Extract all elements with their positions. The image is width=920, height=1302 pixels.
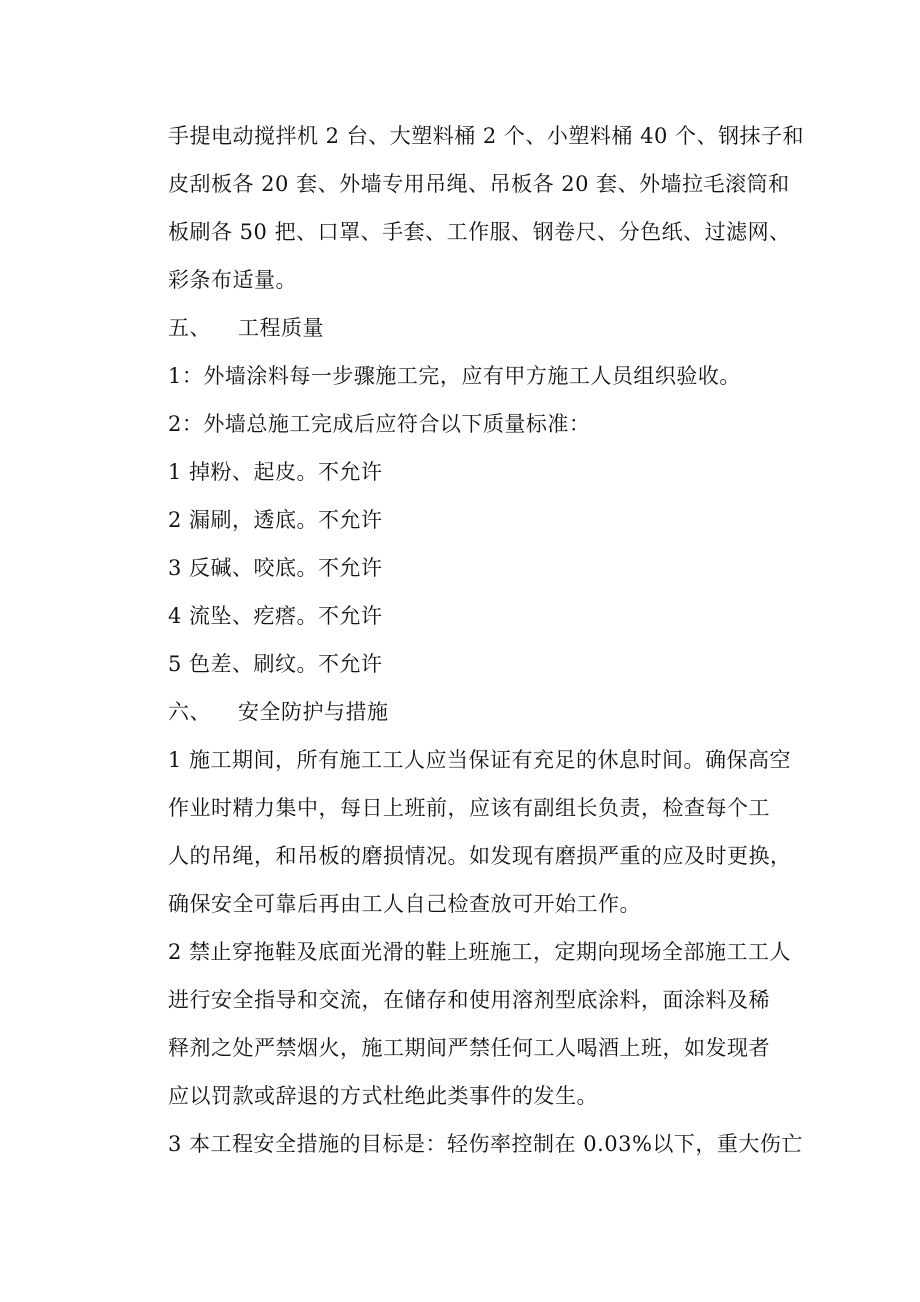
section-number: 六、 (168, 700, 211, 724)
section-heading-6 (168, 698, 808, 726)
section-title: 工程质量 (238, 316, 324, 340)
quality-item: 1：外墙涂料每一步骤施工完，应有甲方施工人员组织验收。 (168, 364, 741, 388)
paragraph-line: 彩条布适量。 (168, 268, 297, 292)
paragraph-line: 释剂之处严禁烟火，施工期间严禁任何工人喝酒上班，如发现者 (168, 1036, 770, 1060)
paragraph-line: 皮刮板各 20 套、外墙专用吊绳、吊板各 20 套、外墙拉毛滚筒和 (168, 172, 790, 196)
paragraph-line: 人的吊绳，和吊板的磨损情况。如发现有磨损严重的应及时更换， (168, 844, 792, 868)
paragraph-line: 3 本工程安全措施的目标是：轻伤率控制在 0.03%以下，重大伤亡 (168, 1132, 803, 1156)
paragraph-line: 作业时精力集中，每日上班前，应该有副组长负责，检查每个工 (168, 796, 770, 820)
paragraph-line: 1 施工期间，所有施工工人应当保证有充足的休息时间。确保高空 (168, 748, 792, 772)
quality-item: 3 反碱、咬底。不允许 (168, 556, 383, 580)
section-number: 五、 (168, 316, 211, 340)
quality-item: 5 色差、刷纹。不允许 (168, 652, 383, 676)
section-heading-5 (168, 314, 808, 342)
quality-item: 2 漏刷，透底。不允许 (168, 508, 383, 532)
quality-item: 2：外墙总施工完成后应符合以下质量标准： (168, 412, 591, 436)
paragraph-line: 进行安全指导和交流，在储存和使用溶剂型底涂料，面涂料及稀 (168, 988, 770, 1012)
quality-item: 1 掉粉、起皮。不允许 (168, 460, 383, 484)
paragraph-line: 确保安全可靠后再由工人自己检查放可开始工作。 (168, 892, 641, 916)
paragraph-line: 手提电动搅拌机 2 台、大塑料桶 2 个、小塑料桶 40 个、钢抹子和 (168, 124, 804, 148)
section-title: 安全防护与措施 (238, 700, 389, 724)
quality-item: 4 流坠、疙瘩。不允许 (168, 604, 383, 628)
paragraph-line: 2 禁止穿拖鞋及底面光滑的鞋上班施工，定期向现场全部施工工人 (168, 940, 792, 964)
paragraph-line: 板刷各 50 把、口罩、手套、工作服、钢卷尺、分色纸、过滤网、 (168, 220, 791, 244)
paragraph-line: 应以罚款或辞退的方式杜绝此类事件的发生。 (168, 1084, 598, 1108)
